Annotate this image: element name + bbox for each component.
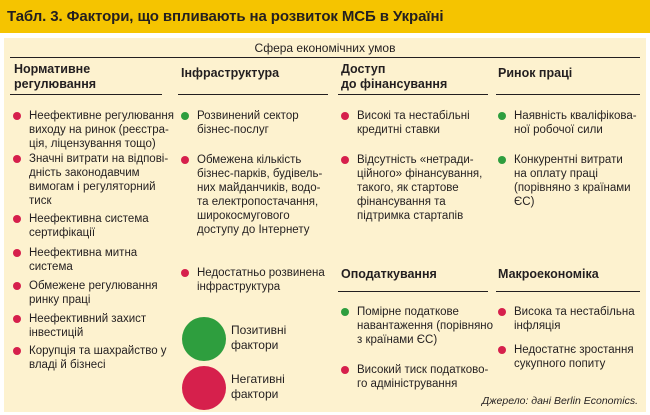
negative-dot-icon <box>341 156 349 164</box>
table-title: Табл. 3. Фактори, що впливають на розвиток МСБ в Україні <box>7 8 444 25</box>
heading-regulation: Нормативне регулювання <box>14 62 97 91</box>
negative-legend-icon <box>182 366 226 410</box>
factor-item: Наявність кваліфікова- ної робочої сили <box>497 109 650 137</box>
sphere-divider <box>10 57 640 58</box>
factor-item: Обмежена кількість бізнес-парків, будівель- них майданчиків, водо- та електропостачання, широкосмугового доступу до Інтернету <box>180 153 347 237</box>
positive-legend-icon <box>182 317 226 361</box>
factor-item: Неефективна митна система <box>12 246 181 274</box>
factor-item: Недостатнє зростання сукупного попиту <box>497 343 650 371</box>
negative-dot-icon <box>13 315 21 323</box>
negative-dot-icon <box>341 112 349 120</box>
factor-item: Значні витрати на відпові- дність законодавчим вимогам і регуляторний тиск <box>12 152 181 208</box>
negative-dot-icon <box>498 308 506 316</box>
divider-finance <box>338 94 488 95</box>
factor-item: Помірне податкове навантаження (порівняно з країнами ЄС) <box>340 305 507 347</box>
negative-dot-icon <box>181 156 189 164</box>
positive-dot-icon <box>498 156 506 164</box>
positive-dot-icon <box>341 308 349 316</box>
negative-dot-icon <box>13 112 21 120</box>
negative-dot-icon <box>13 215 21 223</box>
heading-labor: Ринок праці <box>498 66 573 80</box>
factor-item: Неефективна система сертифікації <box>12 212 181 240</box>
factor-item: Високий тиск податково- го адміністрування <box>340 363 507 391</box>
title-bar <box>0 0 650 33</box>
positive-legend-label: Позитивні фактори <box>231 323 287 352</box>
negative-dot-icon <box>13 249 21 257</box>
heading-macro: Макроекономіка <box>498 267 599 281</box>
sphere-label: Сфера економічних умов <box>254 41 396 55</box>
negative-dot-icon <box>13 282 21 290</box>
negative-dot-icon <box>13 155 21 163</box>
divider-infrastructure <box>178 94 328 95</box>
divider-regulation <box>10 94 162 95</box>
factor-item: Відсутність «нетради- ційного» фінансування, такого, як стартове фінансування та підтримка стартапів <box>340 153 507 223</box>
factor-item: Недостатньо розвинена інфраструктура <box>180 266 347 294</box>
factor-item: Неефективний захист інвестицій <box>12 312 181 340</box>
factor-item: Конкурентні витрати на оплату праці (порівняно з країнами ЄС) <box>497 153 650 209</box>
factor-item: Висока та нестабільна інфляція <box>497 305 650 333</box>
negative-legend-label: Негативні фактори <box>231 372 285 401</box>
factor-item: Неефективне регулювання виходу на ринок (реєстра- ція, ліцензування тощо) <box>12 109 181 151</box>
divider-labor <box>496 94 640 95</box>
source-note: Джерело: дані Berlin Economics. <box>481 395 638 407</box>
positive-dot-icon <box>181 112 189 120</box>
divider-taxation <box>338 291 488 292</box>
divider-macro <box>496 291 640 292</box>
factor-item: Високі та нестабільні кредитні ставки <box>340 109 507 137</box>
heading-taxation: Оподаткування <box>341 267 437 281</box>
factor-item: Корупція та шахрайство у владі й бізнесі <box>12 344 181 372</box>
negative-dot-icon <box>181 269 189 277</box>
factor-item: Розвинений сектор бізнес-послуг <box>180 109 347 137</box>
negative-dot-icon <box>13 347 21 355</box>
positive-dot-icon <box>498 112 506 120</box>
heading-infrastructure: Інфраструктура <box>181 66 280 80</box>
negative-dot-icon <box>341 366 349 374</box>
heading-finance: Доступ до фінансування <box>341 62 448 91</box>
factor-item: Обмежене регулювання ринку праці <box>12 279 181 307</box>
negative-dot-icon <box>498 346 506 354</box>
